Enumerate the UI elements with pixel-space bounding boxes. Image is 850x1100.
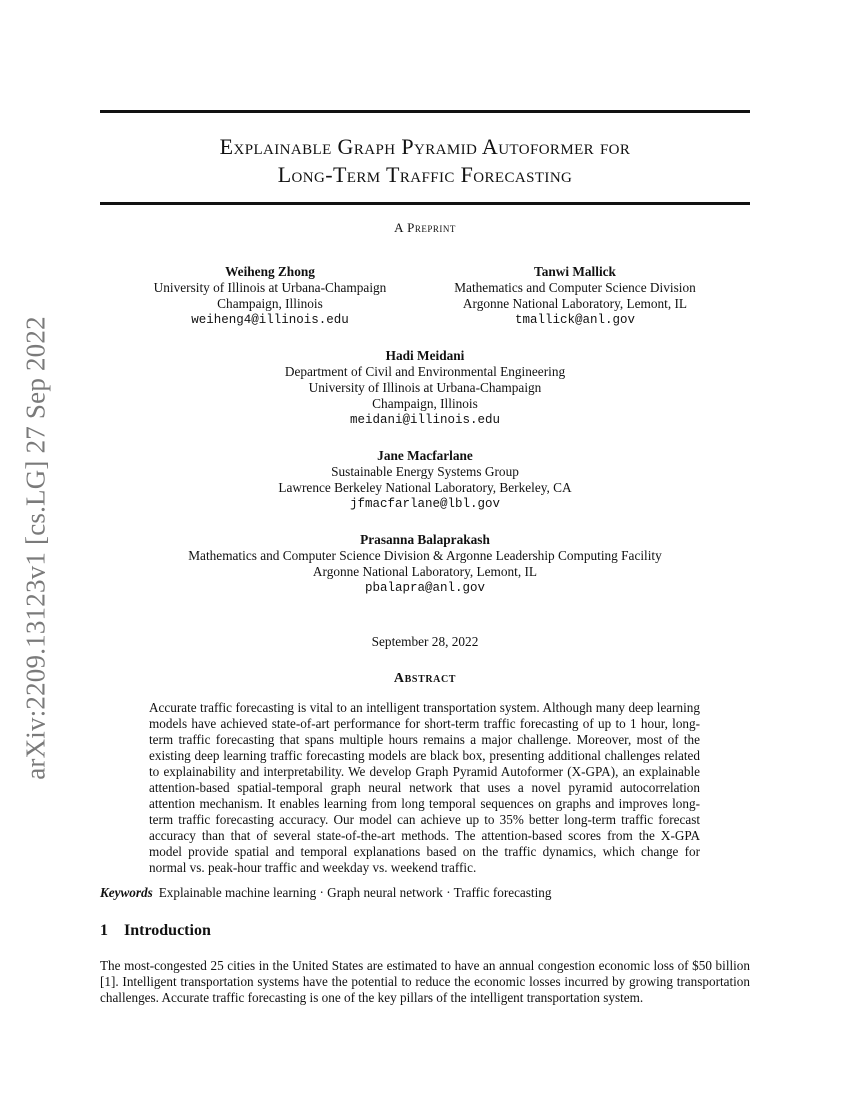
arxiv-identifier: arXiv:2209.13123v1 [cs.LG] 27 Sep 2022 — [20, 316, 51, 780]
author-block-3 — [100, 348, 750, 428]
section-number: 1 — [100, 922, 108, 939]
introduction-paragraph: The most-congested 25 cities in the United States are estimated to have an annual congestion economic loss of $50 billion [1]. Intelligent transportation systems have the potential to reduce the economic losses incurred by growing transportation challenges. Accurate traffic forecasting is one of the key pillars of the intelligent transportation system. — [100, 958, 750, 1005]
section-title: Introduction — [124, 922, 211, 939]
title-line-2: Long-Term Traffic Forecasting — [277, 162, 573, 187]
author-email: jfmacfarlane@lbl.gov — [349, 497, 501, 511]
author-affiliation-line: University of Illinois at Urbana-Champaign — [308, 380, 542, 395]
keywords-label: Keywords — [100, 885, 153, 900]
author-affiliation-line: Champaign, Illinois — [372, 396, 478, 411]
author-block-5 — [100, 532, 750, 596]
author-affiliation-line: Lawrence Berkeley National Laboratory, Berkeley, CA — [278, 480, 572, 495]
author-name: Tanwi Mallick — [534, 264, 616, 279]
publication-date: September 28, 2022 — [371, 634, 479, 649]
author-block-4 — [100, 448, 750, 512]
title-top-rule — [100, 110, 750, 113]
title-line-1: Explainable Graph Pyramid Autoformer for — [219, 134, 631, 159]
author-email: weiheng4@illinois.edu — [191, 313, 349, 327]
author-affiliation-line: Champaign, Illinois — [217, 296, 323, 311]
author-name: Hadi Meidani — [385, 348, 465, 363]
author-affiliation-line: Mathematics and Computer Science Division & Argonne Leadership Computing Facility — [188, 548, 662, 563]
author-block-1 — [140, 264, 400, 328]
keywords-line — [100, 885, 750, 901]
author-email: tmallick@anl.gov — [514, 313, 636, 327]
section-heading-introduction — [100, 922, 211, 940]
author-affiliation-line: Department of Civil and Environmental Engineering — [284, 364, 566, 379]
abstract-heading: Abstract — [393, 671, 457, 686]
author-name: Prasanna Balaprakash — [360, 532, 490, 547]
author-affiliation-line: Mathematics and Computer Science Division — [454, 280, 696, 295]
title-bottom-rule — [100, 202, 750, 205]
author-name: Jane Macfarlane — [377, 448, 473, 463]
author-name: Weiheng Zhong — [225, 264, 315, 279]
preprint-label: A Preprint — [394, 220, 456, 235]
author-affiliation-line: University of Illinois at Urbana-Champaign — [153, 280, 387, 295]
author-email: meidani@illinois.edu — [349, 413, 501, 427]
author-affiliation-line: Sustainable Energy Systems Group — [331, 464, 519, 479]
keywords-text: Explainable machine learning · Graph neural network · Traffic forecasting — [158, 885, 552, 900]
author-block-2 — [445, 264, 705, 328]
abstract-text: Accurate traffic forecasting is vital to an intelligent transportation system. Although many deep learning models have achieved state-of-art performance for short-term traffic forecasting of up to 1 hour, long-term traffic forecasting that spans multiple hours remains a major challenge. Moreover, most of the existing deep learning traffic forecasting models are black box, presenting additional challenges related to explainability and interpretability. We develop Graph Pyramid Autoformer (X-GPA), an explainable attention-based spatial-temporal graph neural network that uses a novel pyramid autocorrelation attention mechanism. It enables learning from long temporal sequences on graphs and improves long-term traffic forecasting accuracy. Our model can achieve up to 35% better long-term traffic forecast accuracy than that of several state-of-the-art methods. The attention-based scores from the X-GPA model provide spatial and temporal explanations based on the traffic dynamics, which change for normal vs. peak-hour traffic and weekday vs. weekend traffic. — [149, 700, 700, 875]
author-affiliation-line: Argonne National Laboratory, Lemont, IL — [312, 564, 538, 579]
author-email: pbalapra@anl.gov — [364, 581, 486, 595]
paper-title — [100, 133, 750, 189]
author-affiliation-line: Argonne National Laboratory, Lemont, IL — [462, 296, 688, 311]
